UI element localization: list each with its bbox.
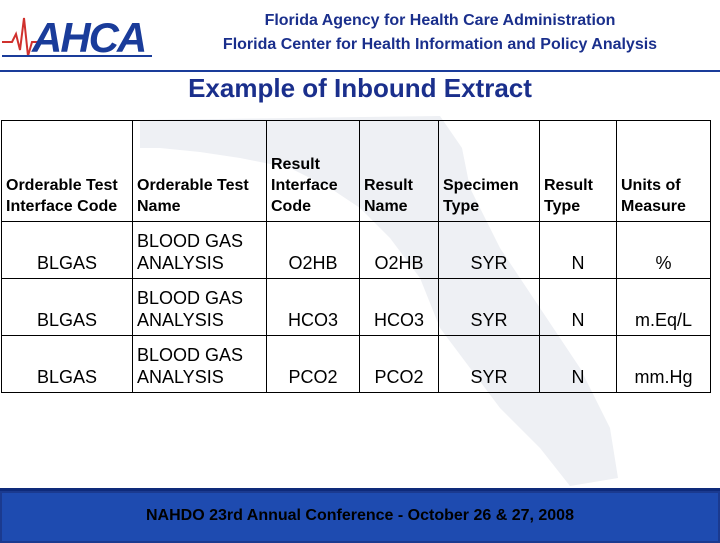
cell-orderable-name: BLOOD GAS ANALYSIS <box>133 279 267 336</box>
cell-result-code: PCO2 <box>267 336 360 393</box>
cell-specimen-type: SYR <box>439 279 540 336</box>
col-header-result-name: Result Name <box>360 121 439 222</box>
cell-specimen-type: SYR <box>439 336 540 393</box>
center-name: Florida Center for Health Information and Policy Analysis <box>222 36 658 53</box>
cell-result-name: O2HB <box>360 222 439 279</box>
cell-units: % <box>617 222 711 279</box>
agency-name: Florida Agency for Health Care Administration <box>264 12 616 29</box>
cell-result-type: N <box>540 336 617 393</box>
slide-header <box>0 0 720 72</box>
col-header-result-type: Result Type <box>540 121 617 222</box>
cell-result-code: O2HB <box>267 222 360 279</box>
cell-orderable-code: BLGAS <box>2 336 133 393</box>
cell-result-code: HCO3 <box>267 279 360 336</box>
table-row <box>2 336 711 393</box>
table-header-row <box>2 121 711 222</box>
cell-orderable-name: BLOOD GAS ANALYSIS <box>133 222 267 279</box>
logo-text: AHCA <box>32 14 146 61</box>
inbound-extract-table <box>1 120 711 393</box>
cell-result-type: N <box>540 279 617 336</box>
col-header-specimen-type: Specimen Type <box>439 121 540 222</box>
cell-orderable-code: BLGAS <box>2 279 133 336</box>
ahca-logo <box>2 4 162 64</box>
cell-specimen-type: SYR <box>439 222 540 279</box>
footer-text: NAHDO 23rd Annual Conference - October 26 & 27, 2008 <box>146 507 574 524</box>
cell-orderable-name: BLOOD GAS ANALYSIS <box>133 336 267 393</box>
cell-orderable-code: BLGAS <box>2 222 133 279</box>
table-row <box>2 279 711 336</box>
cell-units: m.Eq/L <box>617 279 711 336</box>
footer-bar <box>0 488 720 543</box>
col-header-result-code: Result Interface Code <box>267 121 360 222</box>
col-header-units: Units of Measure <box>617 121 711 222</box>
cell-result-type: N <box>540 222 617 279</box>
table-row <box>2 222 711 279</box>
cell-units: mm.Hg <box>617 336 711 393</box>
cell-result-name: PCO2 <box>360 336 439 393</box>
cell-result-name: HCO3 <box>360 279 439 336</box>
col-header-orderable-name: Orderable Test Name <box>133 121 267 222</box>
col-header-orderable-code: Orderable Test Interface Code <box>2 121 133 222</box>
slide-title: Example of Inbound Extract <box>188 73 532 103</box>
